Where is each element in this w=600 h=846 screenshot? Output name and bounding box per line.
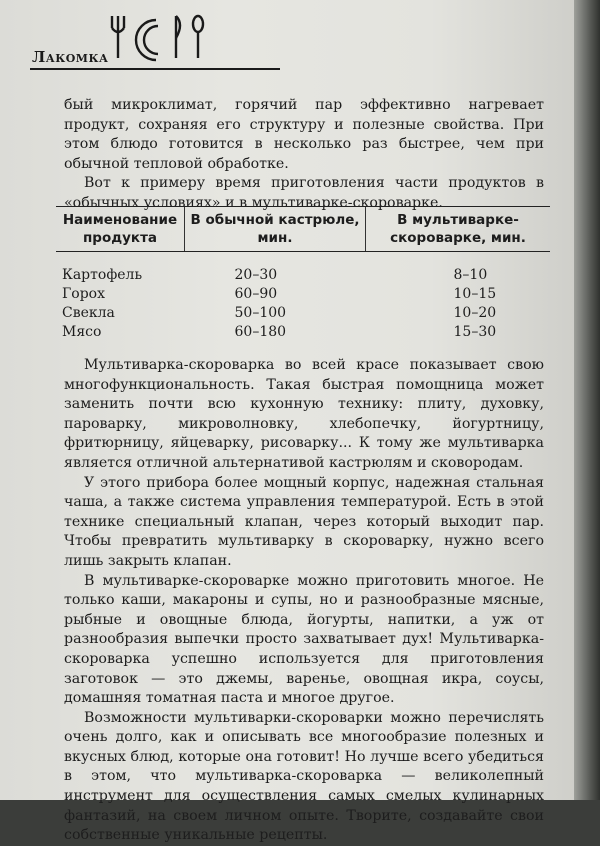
tableware-icon bbox=[106, 14, 216, 62]
product-name: Свекла bbox=[62, 305, 115, 321]
product-name: Картофель bbox=[62, 267, 143, 283]
intro-text bbox=[64, 96, 544, 214]
body-paragraph-3: В мультиварке-скороварке можно приготовить многое. Не только каши, макароны и супы, но и разнообразные мясные, рыбные и овощные блюда, йогурты, напитки, а уж от разнообразия выпечки просто захватывает дух! Мультиварка-скороварка успешно используется для приготовления заготовок — это джемы, варенье, овощная икра, соусы, домашняя томатная паста и многое другое. bbox=[64, 572, 544, 707]
intro-paragraph-2: Вот к примеру время приготовления части продуктов в «обычных условиях» и в мультиварке-скороварке. bbox=[64, 175, 544, 211]
book-spine-shadow bbox=[574, 0, 600, 800]
multicooker-time: 8–10 bbox=[453, 267, 488, 283]
product-name: Горох bbox=[62, 286, 105, 302]
table-row bbox=[56, 252, 550, 286]
product-name: Мясо bbox=[62, 324, 102, 340]
table-row bbox=[56, 323, 550, 342]
pot-time: 20–30 bbox=[234, 267, 278, 283]
pot-time: 50–100 bbox=[234, 305, 287, 321]
table-row bbox=[56, 304, 550, 323]
pot-time: 60–180 bbox=[234, 324, 287, 340]
brand-title: Лакомка bbox=[32, 48, 109, 66]
column-header-pot: В обычной кастрюле, мин. bbox=[185, 207, 366, 252]
column-header-multicooker: В мультиварке-скороварке, мин. bbox=[366, 207, 551, 252]
intro-paragraph-1: бый микроклимат, горячий пар эффективно нагревает продукт, сохраняя его структуру и полезные свойства. При этом блюдо готовится в несколько раз быстрее, чем при обычной тепловой обработке. bbox=[64, 97, 544, 172]
body-paragraph-1: Мультиварка-скороварка во всей красе показывает свою многофункциональность. Такая быстрая помощница может заменить почти всю кухонную технику: плиту, духовку, пароварку, микроволновку, хлебопечку, йогуртницу, фритюрницу, яйцеварку, рисоварку... К тому же мультиварка является отличной альтернативой кастрюлям и сковородам. bbox=[64, 357, 544, 471]
header-rule bbox=[30, 68, 280, 70]
body-paragraph-2: У этого прибора более мощный корпус, надежная стальная чаша, а также система управления температурой. Есть в этой технике специальный клапан, через который выходит пар. Чтобы превратить мультиварку в скороварку, нужно всего лишь закрыть клапан. bbox=[64, 474, 544, 569]
table-header-row bbox=[56, 207, 550, 252]
multicooker-time: 10–15 bbox=[453, 286, 497, 302]
cooking-time-table bbox=[56, 206, 550, 342]
multicooker-time: 15–30 bbox=[453, 324, 497, 340]
body-text bbox=[64, 356, 544, 846]
body-paragraph-4: Возможности мультиварки-скороварки можно перечислять очень долго, как и описывать все многообразие полезных и вкусных блюд, которые она готовит! Но лучше всего убедиться в этом, что мультиварка-скороварка — великолепный инструмент для осуществления самых смелых кулинарных фантазий, на своем личном опыте. Творите, создавайте свои собственные уникальные рецепты. bbox=[64, 709, 544, 844]
column-header-product: Наименование продукта bbox=[56, 207, 185, 252]
pot-time: 60–90 bbox=[234, 286, 278, 302]
running-header bbox=[30, 8, 290, 78]
table-row bbox=[56, 285, 550, 304]
multicooker-time: 10–20 bbox=[453, 305, 497, 321]
